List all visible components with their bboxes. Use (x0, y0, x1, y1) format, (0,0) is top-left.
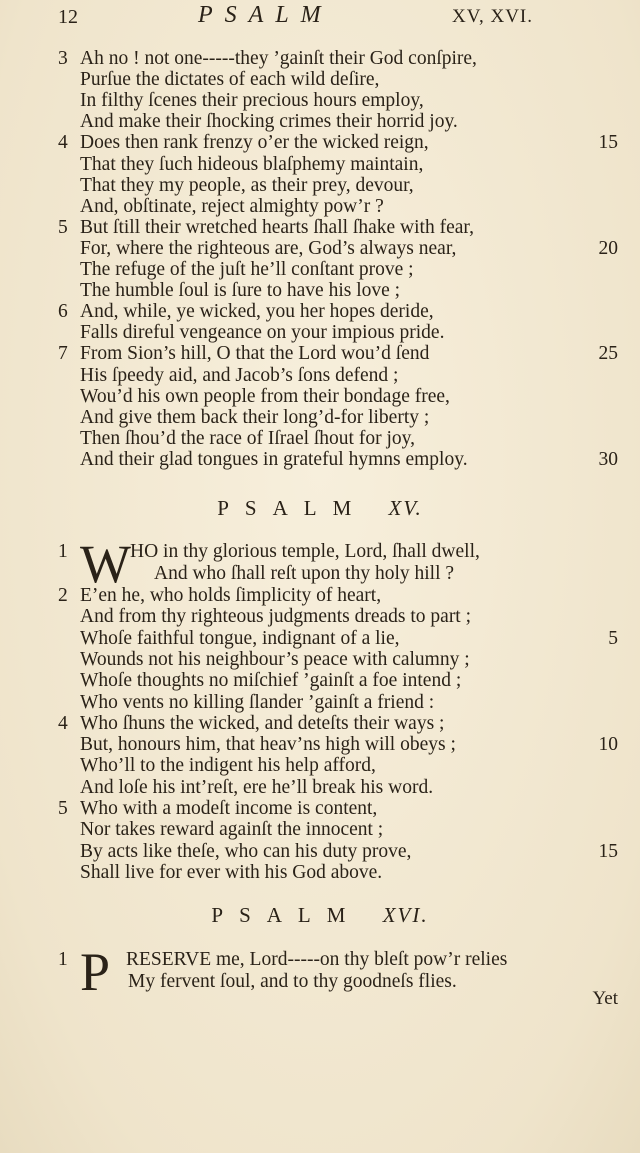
verse-text: And, while, ye wicked, you her hopes deride, (80, 301, 434, 323)
verse-number: 5 (58, 216, 68, 238)
running-title: PSALM (198, 2, 333, 28)
line-number: 5 (608, 627, 618, 649)
verse-number: 1 (58, 541, 68, 562)
line-number: 15 (598, 132, 618, 154)
verse-text: Who with a modeſt income is content, (80, 798, 378, 819)
verse-text: Wounds not his neighbour’s peace with calumny ; (80, 648, 470, 670)
verse-text: Wou’d his own people from their bondage free, (80, 385, 450, 407)
verse-line (0, 343, 640, 365)
verse-text: But ſtill their wretched hearts ſhall ſhake with fear, (80, 216, 474, 238)
verse-line (0, 692, 640, 714)
verse-text: And give them back their long’d-for liberty ; (80, 406, 430, 428)
running-header (58, 2, 600, 30)
verse-line (0, 734, 640, 756)
verse-number: 5 (58, 798, 68, 819)
verse-line (0, 386, 640, 408)
verse-line (0, 628, 640, 650)
page-number: 12 (58, 6, 78, 28)
verse-line (0, 841, 640, 863)
verse-text: And who ſhall reſt upon thy holy hill ? (154, 563, 455, 584)
psalm-16-heading (0, 903, 640, 928)
verse-text: Whoſe thoughts no miſchief ’gainſt a foe intend ; (80, 670, 462, 692)
verse-line (0, 154, 640, 176)
verse-text: Shall live for ever with his God above. (80, 861, 383, 883)
verse-text: His ſpeedy aid, and Jacob’s ſons defend ; (80, 364, 399, 386)
verse-line (0, 777, 640, 799)
verse-text: My fervent ſoul, and to thy goodneſs flies. (128, 971, 457, 992)
verse-number: 2 (58, 585, 68, 606)
verse-line (0, 713, 640, 735)
verse-line (0, 175, 640, 197)
line-number: 25 (598, 343, 618, 365)
verse-line (0, 196, 640, 218)
line-number: 20 (598, 237, 618, 259)
verse-text: Falls direful vengeance on your impious pride. (80, 322, 445, 344)
verse-line (0, 301, 640, 323)
heading-word: PSALM (217, 496, 368, 520)
verse-text: Who vents no killing ſlander ’gainſt a friend : (80, 691, 435, 713)
verse-line (0, 69, 640, 91)
verse-line (0, 449, 640, 471)
verse-text: Nor takes reward againſt the innocent ; (80, 819, 384, 841)
verse-line (0, 322, 640, 344)
verse-line (0, 649, 640, 671)
verse-line (0, 428, 640, 450)
verse-text: Who’ll to the indigent his help afford, (80, 755, 376, 777)
verse-text: Whoſe faithful tongue, indignant of a lie, (80, 627, 400, 649)
line-number: 30 (598, 448, 618, 470)
verse-line (0, 259, 640, 281)
verse-text: Purſue the dictates of each wild deſire, (80, 69, 380, 91)
verse-line (0, 217, 640, 239)
verse-line (0, 798, 640, 820)
verse-text: Does then rank frenzy o’er the wicked reign, (80, 132, 429, 154)
verse-text: Who ſhuns the wicked, and deteſts their ways ; (80, 712, 445, 734)
verse-line (0, 238, 640, 260)
line-number: 10 (598, 734, 618, 756)
verse-number: 4 (58, 712, 68, 734)
verse-line (0, 670, 640, 692)
verse-line (0, 819, 640, 841)
verse-text: And make their ſhocking crimes their horrid joy. (80, 111, 458, 133)
verse-text: From Sion’s hill, O that the Lord wou’d ſend (80, 343, 430, 365)
verse-text: RESERVE me, Lord-----on thy bleſt pow’r relies (126, 949, 508, 970)
verse-text: That they my people, as their prey, devour, (80, 174, 414, 196)
verse-text: But, honours him, that heav’ns high will obeys ; (80, 734, 456, 756)
heading-word: PSALM (211, 903, 362, 927)
verse-line (0, 90, 640, 112)
verse-text: HO in thy glorious temple, Lord, ſhall dwell, (130, 541, 480, 562)
verse-line (0, 280, 640, 302)
verse-text: Ah no ! not one-----they ’gainſt their God conſpire, (80, 48, 477, 69)
verse-number: 7 (58, 343, 68, 365)
catchword: Yet (592, 988, 618, 1009)
psalm-15-heading (0, 496, 640, 521)
verse-text: The humble ſoul is ſure to have his love ; (80, 280, 401, 302)
verse-text: That they ſuch hideous blaſphemy maintain, (80, 153, 424, 175)
verse-number: 1 (58, 949, 68, 970)
drop-cap: P (80, 942, 111, 1002)
psalm-numbers: XV, XVI. (452, 6, 534, 27)
verse-text: E’en he, who holds ſimplicity of heart, (80, 585, 382, 606)
verse-text: For, where the righteous are, God’s always near, (80, 237, 457, 259)
verse-text: In filthy ſcenes their precious hours employ, (80, 90, 424, 112)
verse-line (0, 862, 640, 884)
verse-text: Then ſhou’d the race of Iſrael ſhout for joy, (80, 427, 415, 449)
verse-line (0, 132, 640, 154)
verse-number: 4 (58, 132, 68, 154)
verse-text: And loſe his int’reſt, ere he’ll break his word. (80, 776, 434, 798)
verse-line (0, 407, 640, 429)
line-number: 15 (598, 840, 618, 862)
psalm-15-second-line (0, 563, 640, 585)
verse-line (0, 755, 640, 777)
psalm-16-second-line (0, 971, 640, 993)
heading-roman: XV. (388, 496, 423, 520)
verse-line (0, 365, 640, 387)
verse-line (0, 585, 640, 607)
verse-text: The refuge of the juſt he’ll conſtant prove ; (80, 259, 414, 280)
heading-roman: XVI. (382, 903, 429, 927)
verse-line (0, 606, 640, 628)
verse-line (0, 111, 640, 133)
verse-number: 3 (58, 48, 68, 69)
verse-text: And their glad tongues in grateful hymns employ. (80, 448, 468, 470)
verse-text: By acts like theſe, who can his duty prove, (80, 840, 412, 862)
verse-text: And from thy righteous judgments dreads to part ; (80, 606, 472, 628)
drop-cap: W (80, 534, 131, 594)
verse-line (0, 48, 640, 70)
verse-text: And, obſtinate, reject almighty pow’r ? (80, 195, 384, 217)
verse-number: 6 (58, 301, 68, 323)
